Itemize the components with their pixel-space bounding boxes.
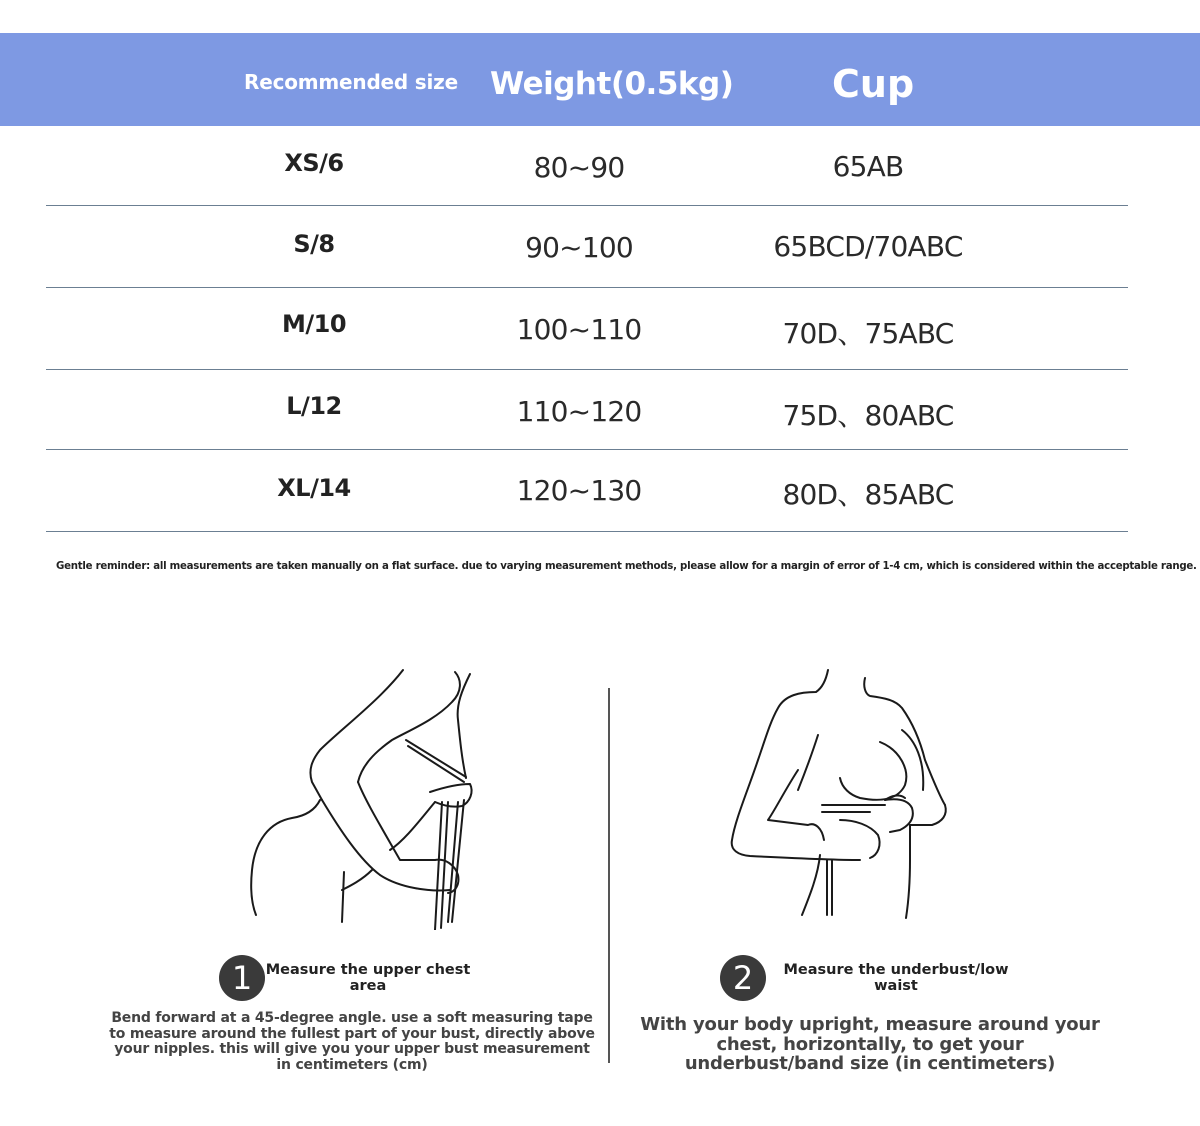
size-cell: L/12 bbox=[286, 392, 342, 420]
weight-cell: 90~100 bbox=[525, 231, 633, 264]
step-1-title-line1: Measure the upper chest bbox=[265, 962, 471, 978]
weight-cell: 110~120 bbox=[516, 395, 642, 428]
step-2-title bbox=[772, 962, 1020, 994]
header-recommended-size: Recommended size bbox=[244, 70, 458, 94]
size-cell: M/10 bbox=[281, 310, 347, 338]
vertical-divider bbox=[608, 688, 610, 1063]
upper-chest-measuring-illustration bbox=[230, 660, 490, 930]
row-divider bbox=[46, 287, 1128, 288]
step-2-title-line2: waist bbox=[874, 978, 918, 994]
step-2-number-badge: 2 bbox=[720, 955, 766, 1001]
header-cup: Cup bbox=[832, 62, 915, 106]
step-1-number-badge: 1 bbox=[219, 955, 265, 1001]
weight-cell: 120~130 bbox=[516, 474, 642, 507]
weight-cell: 100~110 bbox=[516, 313, 642, 346]
row-divider bbox=[46, 531, 1128, 532]
weight-cell: 80~90 bbox=[533, 151, 625, 184]
size-cell: XS/6 bbox=[284, 149, 344, 177]
cup-cell: 65BCD/70ABC bbox=[773, 230, 963, 263]
measurement-reminder: Gentle reminder: all measurements are taken manually on a flat surface. due to varying measurement methods, please allow for a margin of error of 1-4 cm, which is considered within the acceptable range. bbox=[56, 561, 1197, 572]
cup-cell: 65AB bbox=[832, 150, 904, 183]
cup-cell: 80D、85ABC bbox=[782, 478, 954, 511]
step-2-title-line1: Measure the underbust/low bbox=[783, 962, 1009, 978]
header-weight: Weight(0.5kg) bbox=[490, 66, 734, 102]
row-divider bbox=[46, 205, 1128, 206]
row-divider bbox=[46, 449, 1128, 450]
step-2-description: With your body upright, measure around your chest, horizontally, to get your underbust/band size (in centimeters) bbox=[640, 1014, 1100, 1074]
cup-cell: 75D、80ABC bbox=[782, 399, 954, 432]
step-1-title bbox=[258, 962, 478, 994]
step-1-description: Bend forward at a 45-degree angle. use a soft measuring tape to measure around the fullest part of your bust, directly above your nipples. this will give you your upper bust measurement in centimeters (cm) bbox=[109, 1010, 595, 1073]
row-divider bbox=[46, 369, 1128, 370]
size-cell: XL/14 bbox=[277, 474, 351, 502]
underbust-measuring-illustration bbox=[710, 660, 970, 930]
cup-cell: 70D、75ABC bbox=[782, 317, 954, 350]
step-1-title-line2: area bbox=[349, 978, 387, 994]
size-cell: S/8 bbox=[293, 230, 335, 258]
